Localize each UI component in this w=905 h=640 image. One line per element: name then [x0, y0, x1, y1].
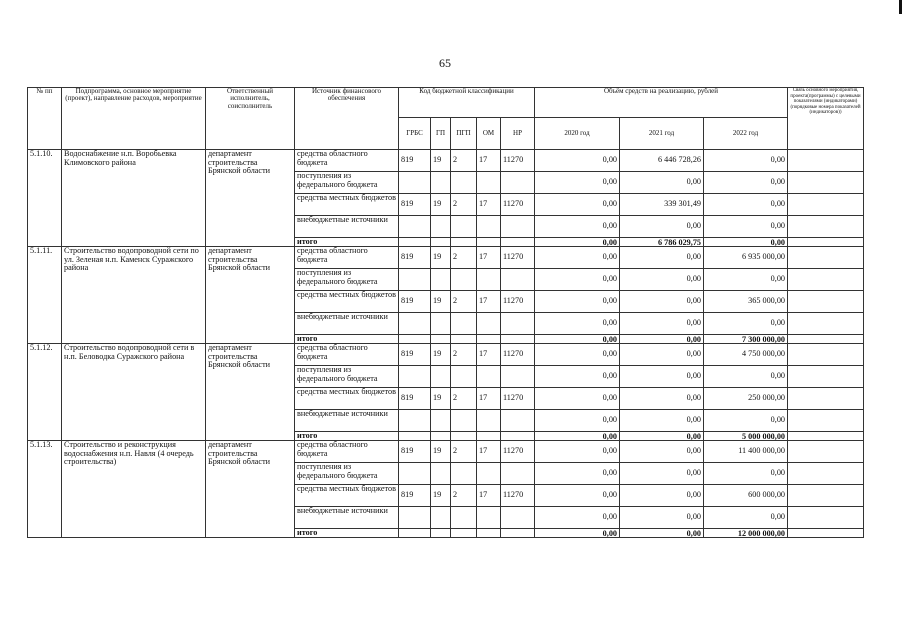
src-federal-budget: поступления из федерального бюджета: [295, 172, 399, 194]
indicator-link: [788, 432, 864, 441]
table-row: [28, 150, 864, 172]
code-om: [477, 529, 501, 538]
measure-number: 5.1.10.: [28, 150, 62, 247]
code-om: [477, 335, 501, 344]
code-pgp: 2: [451, 485, 477, 507]
code-grbs: [399, 410, 431, 432]
header-year-2020: 2020 год: [535, 118, 620, 150]
amount-2020: 0,00: [535, 366, 620, 388]
code-nr: [501, 366, 535, 388]
src-regional-budget: средства областного бюджета: [295, 150, 399, 172]
code-pgp: [451, 335, 477, 344]
code-gp: [431, 529, 451, 538]
code-om: [477, 507, 501, 529]
amount-2022: 12 000 000,00: [704, 529, 788, 538]
code-grbs: 819: [399, 388, 431, 410]
amount-2020: 0,00: [535, 441, 620, 463]
code-pgp: 2: [451, 194, 477, 216]
indicator-link: [788, 172, 864, 194]
code-gp: [431, 366, 451, 388]
code-pgp: 2: [451, 291, 477, 313]
code-gp: [431, 335, 451, 344]
amount-2020: 0,00: [535, 194, 620, 216]
measure-name: Строительство водопроводной сети в н.п. Беловодка Суражского района: [62, 344, 206, 441]
budget-table: [27, 87, 864, 538]
amount-2021: 0,00: [620, 172, 704, 194]
indicator-link: [788, 410, 864, 432]
header-year-2022: 2022 год: [704, 118, 788, 150]
code-nr: [501, 313, 535, 335]
amount-2020: 0,00: [535, 432, 620, 441]
indicator-link: [788, 485, 864, 507]
code-gp: 19: [431, 291, 451, 313]
amount-2021: 0,00: [620, 313, 704, 335]
src-extrabudgetary: внебюджетные источники: [295, 216, 399, 238]
code-nr: 11270: [501, 291, 535, 313]
header-responsible: Ответственный исполнитель, соисполнитель: [206, 88, 295, 150]
amount-2021: 0,00: [620, 216, 704, 238]
amount-2020: 0,00: [535, 269, 620, 291]
amount-2022: 600 000,00: [704, 485, 788, 507]
code-om: [477, 463, 501, 485]
amount-2022: 0,00: [704, 366, 788, 388]
code-om: 17: [477, 247, 501, 269]
code-grbs: [399, 269, 431, 291]
header-link-indicators: Связь основного мероприятия, проекта(программы) с целевыми показателями (индикаторами) (порядковые номера показателей (индикаторов)): [788, 88, 864, 150]
code-nr: [501, 463, 535, 485]
amount-2022: 0,00: [704, 172, 788, 194]
src-local-budgets: средства местных бюджетов: [295, 194, 399, 216]
amount-2021: 6 446 728,26: [620, 150, 704, 172]
code-nr: 11270: [501, 344, 535, 366]
src-regional-budget: средства областного бюджета: [295, 344, 399, 366]
amount-2021: 0,00: [620, 335, 704, 344]
amount-2022: 0,00: [704, 150, 788, 172]
code-gp: [431, 507, 451, 529]
indicator-link: [788, 150, 864, 172]
amount-2020: 0,00: [535, 238, 620, 247]
indicator-link: [788, 344, 864, 366]
code-om: [477, 366, 501, 388]
table-row: [28, 344, 864, 366]
src-total: итого: [295, 238, 399, 247]
measure-responsible: департамент строительства Брянской области: [206, 150, 295, 247]
code-pgp: [451, 366, 477, 388]
code-grbs: 819: [399, 291, 431, 313]
amount-2022: 0,00: [704, 507, 788, 529]
amount-2021: 0,00: [620, 388, 704, 410]
src-federal-budget: поступления из федерального бюджета: [295, 463, 399, 485]
amount-2020: 0,00: [535, 485, 620, 507]
code-nr: 11270: [501, 150, 535, 172]
amount-2021: 0,00: [620, 507, 704, 529]
code-om: 17: [477, 441, 501, 463]
indicator-link: [788, 441, 864, 463]
code-grbs: [399, 366, 431, 388]
amount-2020: 0,00: [535, 216, 620, 238]
src-local-budgets: средства местных бюджетов: [295, 291, 399, 313]
code-gp: 19: [431, 150, 451, 172]
amount-2021: 0,00: [620, 463, 704, 485]
amount-2020: 0,00: [535, 507, 620, 529]
code-om: 17: [477, 194, 501, 216]
amount-2020: 0,00: [535, 172, 620, 194]
code-nr: 11270: [501, 388, 535, 410]
code-nr: [501, 238, 535, 247]
header-name: Подпрограмма, основное мероприятие (проект), направление расходов, мероприятие: [62, 88, 206, 150]
amount-2021: 0,00: [620, 485, 704, 507]
code-om: [477, 432, 501, 441]
src-extrabudgetary: внебюджетные источники: [295, 507, 399, 529]
amount-2021: 0,00: [620, 432, 704, 441]
code-grbs: [399, 335, 431, 344]
amount-2022: 6 935 000,00: [704, 247, 788, 269]
indicator-link: [788, 507, 864, 529]
amount-2020: 0,00: [535, 335, 620, 344]
code-grbs: [399, 313, 431, 335]
code-pgp: 2: [451, 344, 477, 366]
src-total: итого: [295, 335, 399, 344]
code-nr: [501, 172, 535, 194]
measure-number: 5.1.13.: [28, 441, 62, 538]
amount-2021: 0,00: [620, 366, 704, 388]
code-grbs: 819: [399, 344, 431, 366]
amount-2021: 0,00: [620, 269, 704, 291]
code-grbs: 819: [399, 150, 431, 172]
measure-name: Строительство водопроводной сети по ул. Зеленая н.п. Каменск Суражского района: [62, 247, 206, 344]
amount-2022: 11 400 000,00: [704, 441, 788, 463]
code-nr: [501, 216, 535, 238]
amount-2022: 5 000 000,00: [704, 432, 788, 441]
code-nr: [501, 335, 535, 344]
indicator-link: [788, 291, 864, 313]
header-num: № пп: [28, 88, 62, 150]
code-gp: 19: [431, 441, 451, 463]
code-gp: [431, 313, 451, 335]
code-gp: 19: [431, 247, 451, 269]
measure-name: Строительство и реконструкция водоснабжения н.п. Навля (4 очередь строительства): [62, 441, 206, 538]
header-kbk-group: Код бюджетной классификации: [399, 88, 535, 118]
code-gp: [431, 269, 451, 291]
code-grbs: 819: [399, 441, 431, 463]
table-body: [28, 150, 864, 538]
code-om: 17: [477, 388, 501, 410]
measure-responsible: департамент строительства Брянской области: [206, 247, 295, 344]
code-grbs: 819: [399, 194, 431, 216]
indicator-link: [788, 335, 864, 344]
code-grbs: 819: [399, 247, 431, 269]
amount-2022: 365 000,00: [704, 291, 788, 313]
indicator-link: [788, 216, 864, 238]
code-grbs: [399, 216, 431, 238]
amount-2020: 0,00: [535, 291, 620, 313]
code-gp: 19: [431, 485, 451, 507]
code-nr: 11270: [501, 194, 535, 216]
code-om: [477, 313, 501, 335]
code-om: [477, 410, 501, 432]
code-gp: 19: [431, 388, 451, 410]
code-pgp: [451, 269, 477, 291]
code-om: [477, 269, 501, 291]
src-total: итого: [295, 529, 399, 538]
amount-2021: 0,00: [620, 247, 704, 269]
code-grbs: [399, 463, 431, 485]
code-pgp: [451, 432, 477, 441]
src-total: итого: [295, 432, 399, 441]
code-pgp: 2: [451, 150, 477, 172]
amount-2020: 0,00: [535, 344, 620, 366]
header-volume-group: Объём средств на реализацию, рублей: [535, 88, 788, 118]
amount-2022: 7 300 000,00: [704, 335, 788, 344]
amount-2022: 0,00: [704, 410, 788, 432]
page-number: 65: [439, 56, 451, 70]
code-pgp: 2: [451, 388, 477, 410]
amount-2020: 0,00: [535, 388, 620, 410]
header-kbk-nr: НР: [501, 118, 535, 150]
code-gp: [431, 410, 451, 432]
amount-2020: 0,00: [535, 529, 620, 538]
measure-responsible: департамент строительства Брянской области: [206, 344, 295, 441]
code-om: 17: [477, 150, 501, 172]
header-year-2021: 2021 год: [620, 118, 704, 150]
amount-2022: 4 750 000,00: [704, 344, 788, 366]
indicator-link: [788, 463, 864, 485]
indicator-link: [788, 313, 864, 335]
code-nr: 11270: [501, 485, 535, 507]
header-kbk-grbs: ГРБС: [399, 118, 431, 150]
code-nr: [501, 410, 535, 432]
amount-2022: 0,00: [704, 463, 788, 485]
code-pgp: [451, 216, 477, 238]
measure-number: 5.1.12.: [28, 344, 62, 441]
amount-2022: 0,00: [704, 238, 788, 247]
code-pgp: [451, 529, 477, 538]
measure-responsible: департамент строительства Брянской области: [206, 441, 295, 538]
src-federal-budget: поступления из федерального бюджета: [295, 269, 399, 291]
amount-2021: 339 301,49: [620, 194, 704, 216]
amount-2022: 0,00: [704, 216, 788, 238]
header-kbk-pgp: ПГП: [451, 118, 477, 150]
amount-2021: 0,00: [620, 441, 704, 463]
code-nr: [501, 529, 535, 538]
code-grbs: [399, 432, 431, 441]
amount-2021: 0,00: [620, 344, 704, 366]
measure-number: 5.1.11.: [28, 247, 62, 344]
code-gp: 19: [431, 344, 451, 366]
amount-2020: 0,00: [535, 247, 620, 269]
code-nr: [501, 432, 535, 441]
amount-2022: 0,00: [704, 194, 788, 216]
header-source: Источник финансового обеспечения: [295, 88, 399, 150]
amount-2021: 0,00: [620, 291, 704, 313]
page-edge-mark: [899, 0, 902, 14]
code-pgp: 2: [451, 441, 477, 463]
src-extrabudgetary: внебюджетные источники: [295, 410, 399, 432]
amount-2022: 250 000,00: [704, 388, 788, 410]
header-kbk-om: ОМ: [477, 118, 501, 150]
amount-2020: 0,00: [535, 313, 620, 335]
header-kbk-gp: ГП: [431, 118, 451, 150]
code-pgp: [451, 238, 477, 247]
code-pgp: [451, 410, 477, 432]
code-om: 17: [477, 291, 501, 313]
amount-2020: 0,00: [535, 150, 620, 172]
code-pgp: [451, 463, 477, 485]
code-pgp: [451, 507, 477, 529]
code-om: [477, 238, 501, 247]
code-om: [477, 172, 501, 194]
code-nr: 11270: [501, 247, 535, 269]
src-local-budgets: средства местных бюджетов: [295, 388, 399, 410]
code-grbs: [399, 238, 431, 247]
code-grbs: [399, 172, 431, 194]
code-om: [477, 216, 501, 238]
src-extrabudgetary: внебюджетные источники: [295, 313, 399, 335]
indicator-link: [788, 247, 864, 269]
indicator-link: [788, 269, 864, 291]
amount-2021: 0,00: [620, 410, 704, 432]
amount-2021: 6 786 029,75: [620, 238, 704, 247]
indicator-link: [788, 366, 864, 388]
code-nr: [501, 269, 535, 291]
amount-2020: 0,00: [535, 410, 620, 432]
amount-2022: 0,00: [704, 269, 788, 291]
code-grbs: 819: [399, 485, 431, 507]
table-row: [28, 247, 864, 269]
amount-2022: 0,00: [704, 313, 788, 335]
measure-name: Водоснабжение н.п. Воробьевка Климовского района: [62, 150, 206, 247]
table-row: [28, 441, 864, 463]
code-gp: [431, 238, 451, 247]
code-grbs: [399, 507, 431, 529]
src-regional-budget: средства областного бюджета: [295, 247, 399, 269]
indicator-link: [788, 194, 864, 216]
code-gp: [431, 463, 451, 485]
src-regional-budget: средства областного бюджета: [295, 441, 399, 463]
code-pgp: 2: [451, 247, 477, 269]
code-nr: [501, 507, 535, 529]
amount-2020: 0,00: [535, 463, 620, 485]
code-gp: [431, 432, 451, 441]
indicator-link: [788, 388, 864, 410]
src-local-budgets: средства местных бюджетов: [295, 485, 399, 507]
code-gp: [431, 172, 451, 194]
indicator-link: [788, 238, 864, 247]
code-om: 17: [477, 344, 501, 366]
amount-2021: 0,00: [620, 529, 704, 538]
code-pgp: [451, 313, 477, 335]
code-nr: 11270: [501, 441, 535, 463]
indicator-link: [788, 529, 864, 538]
src-federal-budget: поступления из федерального бюджета: [295, 366, 399, 388]
code-grbs: [399, 529, 431, 538]
code-om: 17: [477, 485, 501, 507]
code-gp: [431, 216, 451, 238]
code-pgp: [451, 172, 477, 194]
code-gp: 19: [431, 194, 451, 216]
